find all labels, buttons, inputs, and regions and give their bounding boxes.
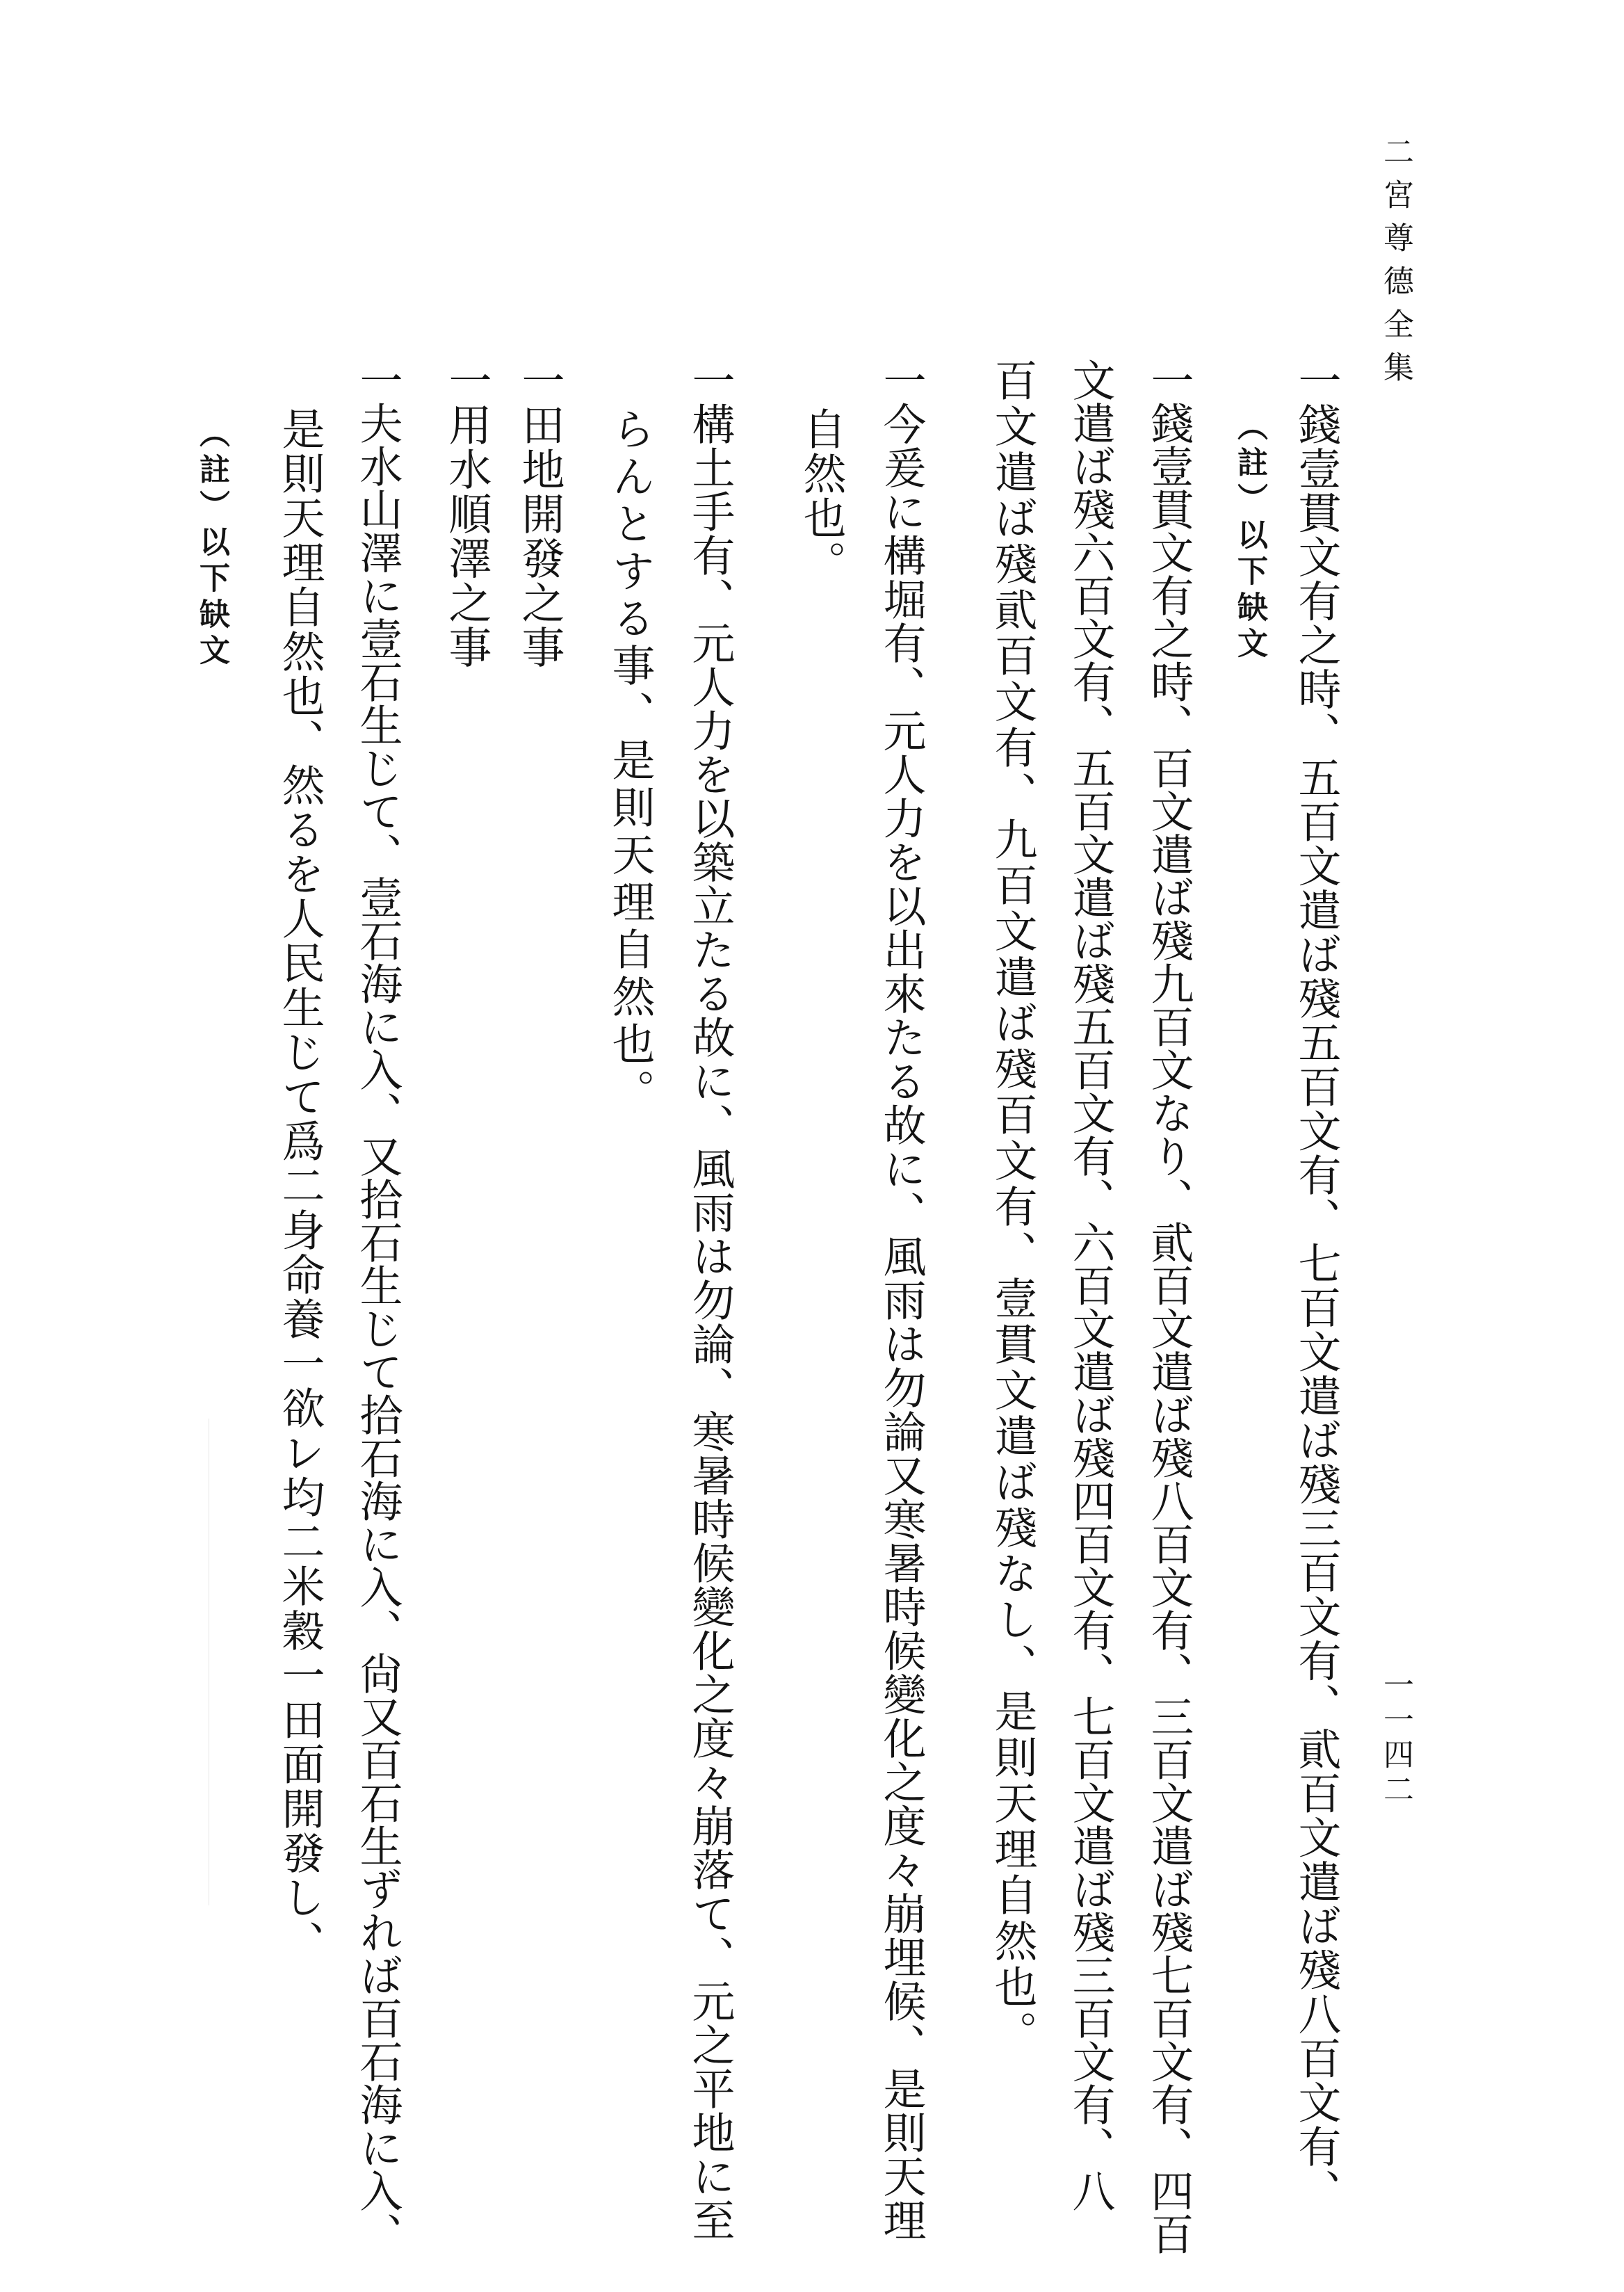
page-number: 一一四二: [1378, 1669, 1413, 1808]
book-title: 二宮尊德全集: [1378, 136, 1413, 394]
text-column-12: 一夫水山澤に壹石生じて、壹石海に入、又拾石生じて拾石海に入、尙又百石生ずれば百石海に入、: [352, 358, 403, 2255]
annotation-note-1: （註）以下缺文: [1232, 410, 1267, 663]
text-column-6: 一今爰に構堀有、元人力を以出來たる故に、風雨は勿論又寒暑時候變化之度々崩埋候、是則天理: [876, 358, 927, 2242]
text-column-7: 自然也。: [796, 407, 847, 585]
text-column-9: らんとする事、是則天理自然也。: [605, 407, 656, 1116]
text-column-1: 一錢壹貫文有之時、五百文遣ば殘五百文有、七百文遣ば殘三百文有、貮百文遣ば殘八百文有、: [1291, 358, 1342, 2213]
annotation-note-2: （註）以下缺文: [194, 417, 229, 670]
text-column-11: 一用水順澤之事: [441, 358, 492, 670]
text-column-13: 是則天理自然也、然るを人民生じて爲二身命養一欲レ均二米穀一田面開發し、: [275, 407, 325, 1964]
text-column-10: 一田地開發之事: [514, 358, 565, 670]
text-column-4: 文遣ば殘六百文有、五百文遣ば殘五百文有、六百文遣ば殘四百文有、七百文遣ば殘三百文有、八: [1065, 358, 1116, 2212]
text-column-5: 百文遣ば殘貮百文有、九百文遣ば殘百文有、壹貫文遣ば殘なし、是則天理自然也。: [987, 358, 1038, 2056]
text-column-3: 一錢壹貫文有之時、百文遣ば殘九百文なり、貮百文遣ば殘八百文有、三百文遣ば殘七百文有、四百: [1144, 358, 1194, 2255]
text-column-8: 一構土手有、元人力を以築立たる故に、風雨は勿論、寒暑時候變化之度々崩落て、元之平地に至: [685, 358, 736, 2242]
